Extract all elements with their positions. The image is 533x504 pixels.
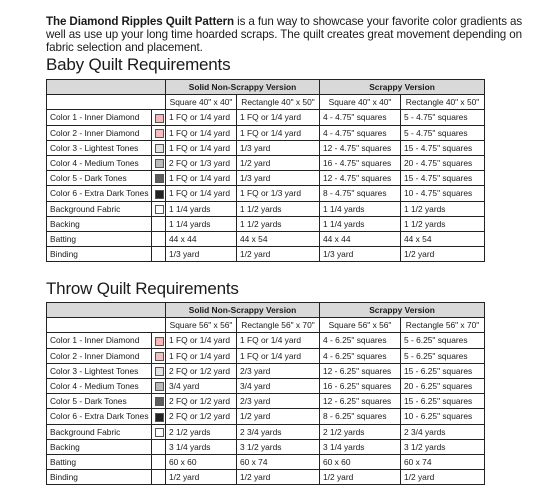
table-cell: 4 - 6.25" squares [320, 333, 401, 348]
group-scrappy-header: Scrappy Version [320, 80, 485, 95]
corner-cell [47, 80, 166, 95]
row-label: Color 1 - Inner Diamond [47, 110, 152, 125]
row-label: Backing [47, 439, 152, 454]
color-swatch [155, 397, 164, 406]
table-cell: 1/3 yard [166, 247, 237, 262]
swatch-cell [152, 363, 166, 378]
row-label: Backing [47, 216, 152, 231]
swatch-cell [152, 155, 166, 170]
size-header: Square 40" x 40" [166, 95, 237, 110]
table-cell: 2 3/4 yards [401, 424, 485, 439]
blank-size-cell [47, 95, 166, 110]
table-row [47, 348, 485, 363]
table-cell: 60 x 74 [237, 454, 320, 469]
swatch-cell [152, 394, 166, 409]
table-cell: 1 1/2 yards [237, 201, 320, 216]
row-label: Color 5 - Dark Tones [47, 394, 152, 409]
table-cell: 1/3 yard [320, 247, 401, 262]
color-swatch [155, 114, 164, 123]
table-cell: 10 - 6.25" squares [401, 409, 485, 424]
swatch-cell [152, 333, 166, 348]
color-swatch [155, 413, 164, 422]
swatch-cell [152, 439, 166, 454]
table-row [47, 470, 485, 485]
color-swatch [155, 174, 164, 183]
row-label: Color 3 - Lightest Tones [47, 140, 152, 155]
table-cell: 1/2 yard [320, 470, 401, 485]
table-cell: 2 FQ or 1/3 yard [166, 155, 237, 170]
table-cell: 12 - 4.75" squares [320, 171, 401, 186]
group-solid-header: Solid Non-Scrappy Version [166, 303, 320, 318]
table-cell: 44 x 44 [166, 231, 237, 246]
size-header: Square 40" x 40" [320, 95, 401, 110]
table-cell: 3/4 yard [166, 378, 237, 393]
table-row [47, 231, 485, 246]
table-cell: 2 1/2 yards [166, 424, 237, 439]
table-row [47, 439, 485, 454]
table-cell: 1/2 yard [237, 409, 320, 424]
pattern-name: The Diamond Ripples Quilt Pattern [46, 14, 235, 28]
table-cell: 1/2 yard [237, 470, 320, 485]
table-cell: 1 FQ or 1/4 yard [166, 110, 237, 125]
swatch-cell [152, 378, 166, 393]
row-label: Color 6 - Extra Dark Tones [47, 409, 152, 424]
table-cell: 15 - 6.25" squares [401, 394, 485, 409]
row-label: Color 1 - Inner Diamond [47, 333, 152, 348]
table-cell: 1/2 yard [237, 155, 320, 170]
swatch-cell [152, 171, 166, 186]
swatch-cell [152, 216, 166, 231]
intro-paragraph [46, 15, 526, 54]
table-cell: 5 - 4.75" squares [401, 110, 485, 125]
table-cell: 1/3 yard [237, 171, 320, 186]
table-cell: 2 1/2 yards [320, 424, 401, 439]
table-cell: 2/3 yard [237, 363, 320, 378]
table-cell: 12 - 4.75" squares [320, 140, 401, 155]
size-header: Rectangle 56" x 70" [237, 318, 320, 333]
table-row [47, 140, 485, 155]
table-cell: 44 x 44 [320, 231, 401, 246]
table-cell: 5 - 4.75" squares [401, 125, 485, 140]
table-cell: 5 - 6.25" squares [401, 348, 485, 363]
swatch-cell [152, 424, 166, 439]
table-cell: 1 FQ or 1/4 yard [166, 125, 237, 140]
table-row [47, 454, 485, 469]
table-cell: 1 1/4 yards [166, 216, 237, 231]
table-cell: 2 3/4 yards [237, 424, 320, 439]
table-cell: 3 1/2 yards [401, 439, 485, 454]
table-cell: 1 FQ or 1/4 yard [166, 333, 237, 348]
corner-cell [47, 303, 166, 318]
swatch-cell [152, 409, 166, 424]
table-cell: 8 - 4.75" squares [320, 186, 401, 201]
size-header: Rectangle 56" x 70" [401, 318, 485, 333]
table-cell: 1/2 yard [401, 470, 485, 485]
table-cell: 15 - 4.75" squares [401, 171, 485, 186]
swatch-cell [152, 125, 166, 140]
group-solid-header: Solid Non-Scrappy Version [166, 80, 320, 95]
table-row [47, 378, 485, 393]
table-cell: 60 x 60 [166, 454, 237, 469]
table-cell: 10 - 4.75" squares [401, 186, 485, 201]
table-cell: 1 1/2 yards [401, 201, 485, 216]
table-cell: 16 - 6.25" squares [320, 378, 401, 393]
color-swatch [155, 129, 164, 138]
table-cell: 1 FQ or 1/4 yard [166, 171, 237, 186]
color-swatch [155, 428, 164, 437]
table-cell: 1 1/4 yards [320, 201, 401, 216]
table-cell: 1 FQ or 1/4 yard [237, 125, 320, 140]
color-swatch [155, 205, 164, 214]
table-row [47, 216, 485, 231]
table-cell: 2 FQ or 1/2 yard [166, 363, 237, 378]
swatch-cell [152, 201, 166, 216]
table-cell: 20 - 4.75" squares [401, 155, 485, 170]
swatch-cell [152, 186, 166, 201]
table-cell: 12 - 6.25" squares [320, 394, 401, 409]
table-cell: 1 FQ or 1/3 yard [237, 186, 320, 201]
table-row [47, 409, 485, 424]
table-row [47, 110, 485, 125]
swatch-cell [152, 110, 166, 125]
row-label: Color 4 - Medium Tones [47, 378, 152, 393]
table-cell: 1 FQ or 1/4 yard [166, 348, 237, 363]
table-cell: 44 x 54 [401, 231, 485, 246]
swatch-cell [152, 140, 166, 155]
row-label: Binding [47, 247, 152, 262]
table-row [47, 186, 485, 201]
table-cell: 2 FQ or 1/2 yard [166, 409, 237, 424]
row-label: Color 3 - Lightest Tones [47, 363, 152, 378]
table-cell: 1 FQ or 1/4 yard [237, 333, 320, 348]
group-scrappy-header: Scrappy Version [320, 303, 485, 318]
table-cell: 15 - 6.25" squares [401, 363, 485, 378]
table-cell: 1/2 yard [237, 247, 320, 262]
table-row [47, 155, 485, 170]
table-cell: 60 x 60 [320, 454, 401, 469]
table-cell: 1 1/4 yards [320, 216, 401, 231]
table-row [47, 363, 485, 378]
table-cell: 3 1/4 yards [166, 439, 237, 454]
color-swatch [155, 382, 164, 391]
row-label: Color 2 - Inner Diamond [47, 348, 152, 363]
table-cell: 4 - 4.75" squares [320, 110, 401, 125]
row-label: Color 4 - Medium Tones [47, 155, 152, 170]
swatch-cell [152, 470, 166, 485]
size-header: Square 56" x 56" [166, 318, 237, 333]
table-cell: 2 FQ or 1/2 yard [166, 394, 237, 409]
blank-size-cell [47, 318, 166, 333]
table-row [47, 125, 485, 140]
table-cell: 4 - 6.25" squares [320, 348, 401, 363]
row-label: Color 6 - Extra Dark Tones [47, 186, 152, 201]
table-cell: 3 1/2 yards [237, 439, 320, 454]
table-cell: 1/2 yard [401, 247, 485, 262]
table-cell: 1 1/2 yards [237, 216, 320, 231]
color-swatch [155, 159, 164, 168]
size-header: Rectangle 40" x 50" [237, 95, 320, 110]
table-cell: 1 FQ or 1/4 yard [237, 348, 320, 363]
row-label: Batting [47, 454, 152, 469]
table-row [47, 333, 485, 348]
row-label: Color 2 - Inner Diamond [47, 125, 152, 140]
swatch-cell [152, 231, 166, 246]
swatch-cell [152, 348, 166, 363]
row-label: Batting [47, 231, 152, 246]
table-cell: 1 FQ or 1/4 yard [166, 140, 237, 155]
table-cell: 4 - 4.75" squares [320, 125, 401, 140]
table-cell: 1 1/4 yards [166, 201, 237, 216]
color-swatch [155, 337, 164, 346]
intro-text: is a fun way to showcase your favorite color gradients as well as use up your long time hoarded scraps. The quilt creates great movement depending on fabric selection and placement. [46, 14, 523, 54]
table-cell: 8 - 6.25" squares [320, 409, 401, 424]
swatch-cell [152, 247, 166, 262]
table-row [47, 394, 485, 409]
swatch-cell [152, 454, 166, 469]
table-cell: 60 x 74 [401, 454, 485, 469]
table-cell: 3 1/4 yards [320, 439, 401, 454]
color-swatch [155, 190, 164, 199]
throw-requirements-table [46, 302, 485, 485]
row-label: Color 5 - Dark Tones [47, 171, 152, 186]
baby-requirements-table [46, 79, 485, 262]
table-cell: 20 - 6.25" squares [401, 378, 485, 393]
table-row [47, 247, 485, 262]
row-label: Background Fabric [47, 424, 152, 439]
table-cell: 1 1/2 yards [401, 216, 485, 231]
size-header: Square 56" x 56" [320, 318, 401, 333]
color-swatch [155, 367, 164, 376]
table-cell: 12 - 6.25" squares [320, 363, 401, 378]
color-swatch [155, 352, 164, 361]
table-row [47, 201, 485, 216]
table-cell: 1 FQ or 1/4 yard [237, 110, 320, 125]
table-cell: 5 - 6.25" squares [401, 333, 485, 348]
row-label: Binding [47, 470, 152, 485]
table-cell: 16 - 4.75" squares [320, 155, 401, 170]
table-row [47, 424, 485, 439]
table-cell: 1 FQ or 1/4 yard [166, 186, 237, 201]
size-header: Rectangle 40" x 50" [401, 95, 485, 110]
table-row [47, 171, 485, 186]
table-cell: 15 - 4.75" squares [401, 140, 485, 155]
table-cell: 1/2 yard [166, 470, 237, 485]
baby-section-title: Baby Quilt Requirements [46, 55, 231, 74]
table-cell: 3/4 yard [237, 378, 320, 393]
color-swatch [155, 144, 164, 153]
row-label: Background Fabric [47, 201, 152, 216]
table-cell: 44 x 54 [237, 231, 320, 246]
table-cell: 1/3 yard [237, 140, 320, 155]
throw-section-title: Throw Quilt Requirements [46, 279, 239, 298]
table-cell: 2/3 yard [237, 394, 320, 409]
